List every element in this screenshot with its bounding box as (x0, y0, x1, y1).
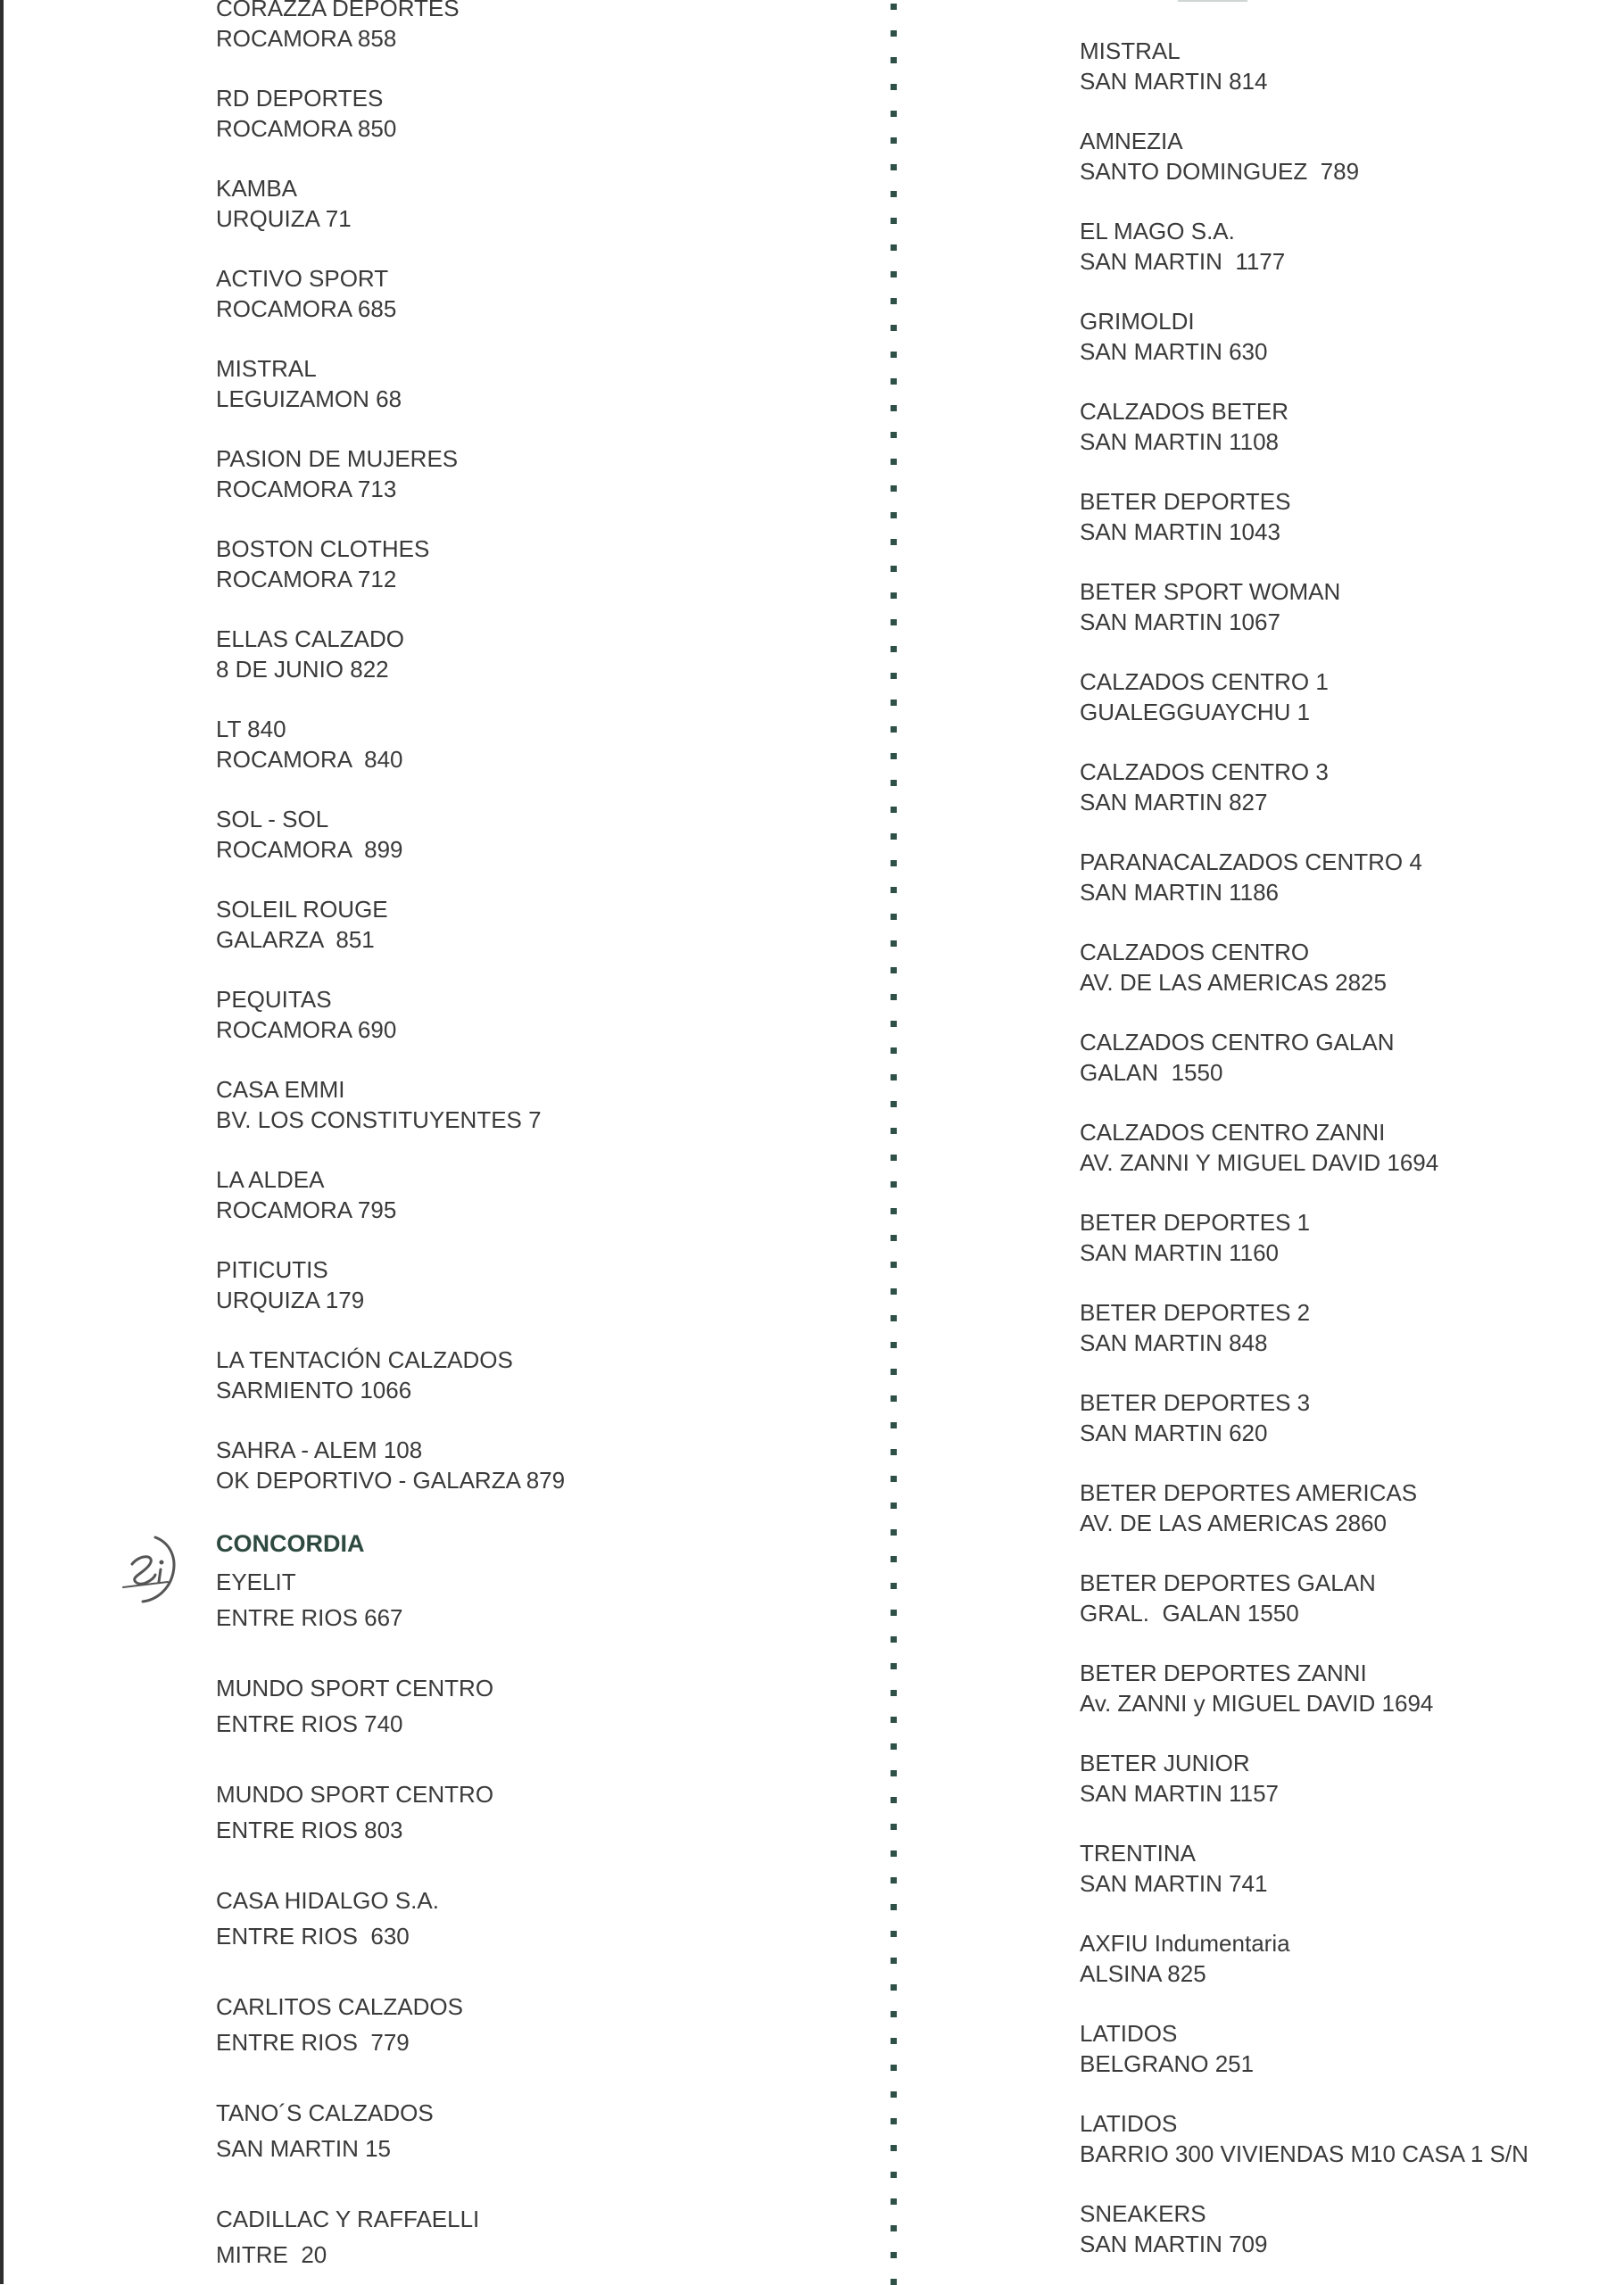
divider-dot (891, 2118, 897, 2124)
list-item: EL MAGO S.A. SAN MARTIN 1177 (1080, 218, 1286, 275)
divider-dot (891, 887, 897, 893)
divider-dot (891, 860, 897, 866)
list-item: SOLEIL ROUGE GALARZA 851 (216, 896, 388, 953)
divider-dot (891, 1556, 897, 1562)
divider-dot (891, 700, 897, 706)
divider-dot (891, 1021, 897, 1027)
divider-dot (891, 57, 897, 63)
divider-dot (891, 1449, 897, 1455)
divider-dot (891, 1770, 897, 1776)
divider-dot (891, 1636, 897, 1643)
divider-dot (891, 2145, 897, 2151)
divider-dot (891, 2198, 897, 2205)
page-edge-line (0, 0, 4, 2284)
list-item: CALZADOS CENTRO ZANNI AV. ZANNI Y MIGUEL DAVID 1694 (1080, 1119, 1439, 1176)
list-item: SAHRA - ALEM 108 OK DEPORTIVO - GALARZA 879 (216, 1436, 566, 1494)
divider-dot (891, 1476, 897, 1482)
list-item: BETER JUNIOR SAN MARTIN 1157 (1080, 1750, 1280, 1807)
divider-dot (891, 1074, 897, 1080)
divider-dot (891, 1824, 897, 1830)
list-item: AXFIU Indumentaria ALSINA 825 (1080, 1930, 1290, 1987)
divider-dot (891, 1850, 897, 1857)
list-item: CALZADOS CENTRO AV. DE LAS AMERICAS 2825 (1080, 939, 1387, 996)
divider-dot (891, 914, 897, 920)
list-item: CADILLAC Y RAFFAELLI MITRE 20 (216, 2206, 480, 2268)
divider-dot (891, 833, 897, 840)
divider-dot (891, 2172, 897, 2178)
list-item: MUNDO SPORT CENTRO ENTRE RIOS 803 (216, 1781, 494, 1843)
divider-dot (891, 84, 897, 90)
divider-dot (891, 325, 897, 331)
divider-dot (891, 780, 897, 786)
divider-dot (891, 1610, 897, 1616)
divider-dot (891, 592, 897, 599)
list-item: LATIDOS BARRIO 300 VIVIENDAS M10 CASA 1 S/N (1080, 2110, 1529, 2167)
list-item: BETER DEPORTES 3 SAN MARTIN 620 (1080, 1389, 1311, 1446)
divider-dot (891, 111, 897, 117)
list-item: ACTIVO SPORT ROCAMORA 685 (216, 265, 397, 322)
divider-dot (891, 940, 897, 947)
divider-dot (891, 164, 897, 170)
list-item: BETER DEPORTES 1 SAN MARTIN 1160 (1080, 1209, 1311, 1266)
divider-dot (891, 566, 897, 572)
divider-dot (891, 1262, 897, 1268)
list-item: BETER DEPORTES GALAN GRAL. GALAN 1550 (1080, 1569, 1376, 1627)
divider-dot (891, 1717, 897, 1723)
divider-dot (891, 1315, 897, 1321)
divider-dot (891, 1047, 897, 1054)
divider-dot (891, 459, 897, 465)
list-item: AMNEZIA SANTO DOMINGUEZ 789 (1080, 128, 1360, 185)
list-item: CARLITOS CALZADOS ENTRE RIOS 779 (216, 1993, 463, 2056)
divider-dot (891, 512, 897, 518)
list-item: CALZADOS BETER SAN MARTIN 1108 (1080, 398, 1289, 455)
divider-dot (891, 218, 897, 224)
cut-off-heading-fragment (1178, 0, 1247, 2)
divider-dot (891, 807, 897, 813)
list-item: KAMBA URQUIZA 71 (216, 175, 352, 232)
divider-dot (891, 1984, 897, 1991)
list-item: SOL - SOL ROCAMORA 899 (216, 806, 403, 863)
list-item: CALZADOS CENTRO GALAN GALAN 1550 (1080, 1029, 1395, 1086)
list-item: LATIDOS BELGRANO 251 (1080, 2020, 1255, 2077)
divider-dot (891, 619, 897, 625)
dotted-divider (891, 0, 898, 2284)
divider-dot (891, 1395, 897, 1402)
divider-dot (891, 432, 897, 438)
list-item: BETER DEPORTES AMERICAS AV. DE LAS AMERICAS 2860 (1080, 1479, 1418, 1536)
divider-dot (891, 1342, 897, 1348)
divider-dot (891, 2065, 897, 2071)
list-item: PASION DE MUJERES ROCAMORA 713 (216, 445, 459, 502)
divider-dot (891, 191, 897, 197)
divider-dot (891, 1422, 897, 1428)
list-item: TANO´S CALZADOS SAN MARTIN 15 (216, 2099, 434, 2162)
list-item: PITICUTIS URQUIZA 179 (216, 1256, 365, 1313)
divider-dot (891, 1288, 897, 1295)
divider-dot (891, 352, 897, 358)
list-item: BETER DEPORTES SAN MARTIN 1043 (1080, 488, 1291, 545)
divider-dot (891, 1208, 897, 1214)
list-item: BETER DEPORTES 2 SAN MARTIN 848 (1080, 1299, 1311, 1356)
list-item: PEQUITAS ROCAMORA 690 (216, 986, 397, 1043)
list-item: MUNDO SPORT CENTRO ENTRE RIOS 740 (216, 1675, 494, 1737)
divider-dot (891, 673, 897, 679)
divider-dot (891, 1128, 897, 1134)
list-item: TRENTINA SAN MARTIN 741 (1080, 1840, 1268, 1897)
divider-dot (891, 1663, 897, 1669)
divider-dot (891, 994, 897, 1000)
divider-dot (891, 271, 897, 277)
divider-dot (891, 1503, 897, 1509)
list-item: CASA HIDALGO S.A. ENTRE RIOS 630 (216, 1887, 439, 1950)
divider-dot (891, 405, 897, 411)
list-item: BETER DEPORTES ZANNI Av. ZANNI y MIGUEL DAVID 1694 (1080, 1660, 1434, 1717)
list-item: BOSTON CLOTHES ROCAMORA 712 (216, 535, 430, 592)
divider-dot (891, 2225, 897, 2231)
divider-dot (891, 1958, 897, 1964)
divider-dot (891, 646, 897, 652)
list-item: CASA EMMI BV. LOS CONSTITUYENTES 7 (216, 1076, 542, 1133)
divider-dot (891, 4, 897, 10)
divider-dot (891, 1101, 897, 1107)
divider-dot (891, 1529, 897, 1536)
list-item: CALZADOS CENTRO 1 GUALEGGUAYCHU 1 (1080, 668, 1329, 725)
divider-dot (891, 137, 897, 144)
list-item: LA TENTACIÓN CALZADOS SARMIENTO 1066 (216, 1346, 513, 1403)
list-item: BETER SPORT WOMAN SAN MARTIN 1067 (1080, 578, 1341, 635)
divider-dot (891, 298, 897, 304)
divider-dot (891, 1583, 897, 1589)
divider-dot (891, 2091, 897, 2098)
list-item: LA ALDEA ROCAMORA 795 (216, 1166, 397, 1223)
divider-dot (891, 378, 897, 385)
divider-dot (891, 485, 897, 492)
list-item: MISTRAL LEGUIZAMON 68 (216, 355, 402, 412)
divider-dot (891, 2038, 897, 2044)
list-item: ELLAS CALZADO 8 DE JUNIO 822 (216, 625, 404, 683)
list-item: GRIMOLDI SAN MARTIN 630 (1080, 308, 1268, 365)
divider-dot (891, 539, 897, 545)
divider-dot (891, 244, 897, 251)
divider-dot (891, 1155, 897, 1161)
divider-dot (891, 1235, 897, 1241)
divider-dot (891, 726, 897, 733)
list-item: RD DEPORTES ROCAMORA 850 (216, 85, 397, 142)
divider-dot (891, 967, 897, 973)
divider-dot (891, 1797, 897, 1803)
section-title-concordia: CONCORDIA (216, 1530, 365, 1557)
list-item: LT 840 ROCAMORA 840 (216, 716, 403, 773)
divider-dot (891, 1931, 897, 1937)
divider-dot (891, 1877, 897, 1883)
list-item: CALZADOS CENTRO 3 SAN MARTIN 827 (1080, 758, 1329, 815)
divider-dot (891, 1181, 897, 1188)
divider-dot (891, 1690, 897, 1696)
divider-dot (891, 753, 897, 759)
divider-dot (891, 2011, 897, 2017)
logo-icon (114, 1530, 186, 1610)
divider-dot (891, 1369, 897, 1375)
list-item: CORAZZA DEPORTES ROCAMORA 858 (216, 0, 460, 52)
list-item: SNEAKERS SAN MARTIN 709 (1080, 2200, 1268, 2257)
divider-dot (891, 1904, 897, 1910)
list-item: PARANACALZADOS CENTRO 4 SAN MARTIN 1186 (1080, 849, 1422, 906)
divider-dot (891, 30, 897, 37)
divider-dot (891, 2252, 897, 2258)
list-item: EYELIT ENTRE RIOS 667 (216, 1569, 403, 1631)
list-item: MISTRAL SAN MARTIN 814 (1080, 37, 1268, 95)
divider-dot (891, 1743, 897, 1750)
